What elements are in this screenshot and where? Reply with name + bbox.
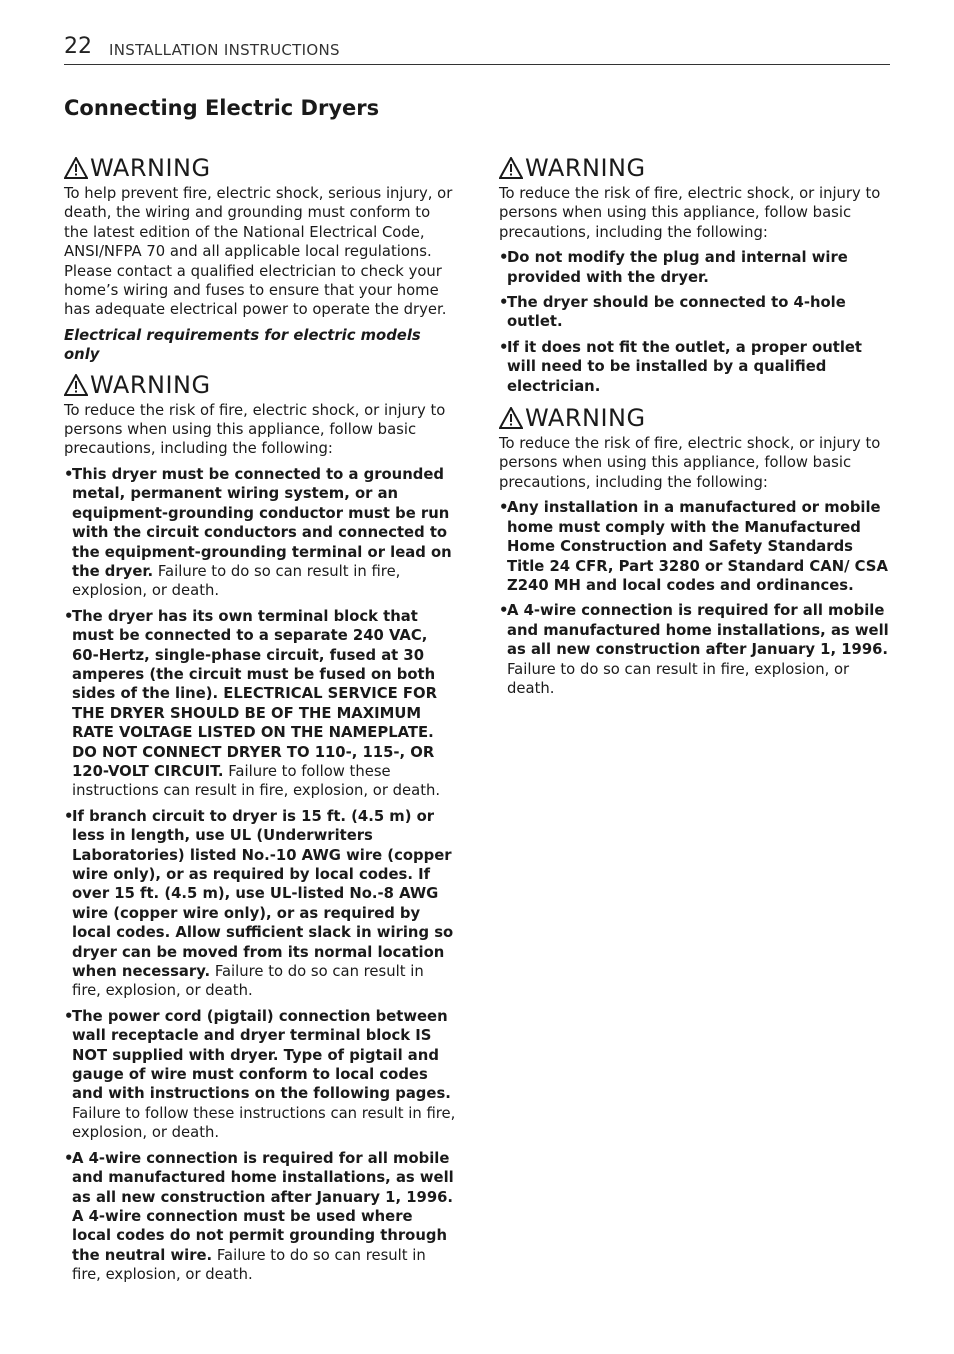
- bullet-text: Failure to do so can result in fire, explosion, or death.: [72, 562, 401, 600]
- list-item: [499, 338, 891, 396]
- section-title: Connecting Electric Dryers: [64, 96, 380, 120]
- warning-heading: [64, 369, 456, 401]
- warning-heading: [64, 152, 456, 184]
- warning-bullet-list: [499, 498, 891, 698]
- warning-label: WARNING: [90, 154, 211, 182]
- bullet-bold-text: Any installation in a manufactured or mobile home must comply with the Manufactured Home Construction and Safety Standards Title 24 CFR, Part 3280 or Standard CAN/ CSA Z240 MH and local codes and ordinances.: [507, 499, 888, 594]
- electrical-requirements-subheading: Electrical requirements for electric models only: [64, 326, 421, 364]
- bullet-text: Failure to do so can result in fire, explosion, or death.: [72, 1246, 426, 1284]
- page-header: [64, 34, 890, 65]
- bullet-icon: •: [64, 607, 74, 625]
- warning-heading: [499, 402, 891, 434]
- bullet-text: Failure to do so can result in fire, explosion, or death.: [72, 963, 424, 1000]
- bullet-text: Failure to follow these instructions can result in fire, explosion, or death.: [72, 1104, 456, 1142]
- bullet-bold-text: If branch circuit to dryer is 15 ft. (4.5 m) or less in length, use UL (Underwriters Laboratories) listed No.-10 AWG wire (copper wire only), or as required by local codes. If over 15 ft. (4.5 m), use UL-listed No.-8 AWG wire (copper wire only), or as required by local codes. Allow sufficient slack in wiring so dryer can be moved from its normal location when necessary.: [72, 807, 454, 981]
- list-item: [499, 498, 891, 595]
- bullet-bold-text: A 4-wire connection is required for all mobile and manufactured home installations, as well as all new construction after January 1, 1996. A 4-wire connection must be used where local codes do not permit grounding through the neutral wire.: [72, 1149, 454, 1264]
- warning-intro: To reduce the risk of fire, electric shock, or injury to persons when using this appliance, follow basic precautions, including the following:: [499, 435, 881, 491]
- list-item: [64, 807, 456, 1001]
- bullet-bold-text: If it does not fit the outlet, a proper outlet will need to be installed by a qualified electrician.: [507, 338, 863, 395]
- warning-bullet-list: [499, 248, 891, 396]
- bullet-bold-text: The dryer has its own terminal block that must be connected to a separate 240 VAC, 60-Hertz, single-phase circuit, fused at 30 amperes (the circuit must be fused on both sides of the line). ELECTRICAL SERVICE FOR THE DRYER SHOULD BE OF THE MAXIMUM RATE VOLTAGE LISTED ON THE NAMEPLATE. DO NOT CONNECT DRYER TO 110-, 115-, OR 120-VOLT CIRCUIT.: [72, 607, 437, 780]
- list-item: [499, 293, 891, 332]
- bullet-icon: •: [499, 499, 509, 517]
- warning-heading: [499, 152, 891, 184]
- warning-triangle-icon: [499, 407, 523, 429]
- warning-bullet-list: [64, 465, 456, 1285]
- warning-intro: To help prevent fire, electric shock, serious injury, or death, the wiring and grounding must conform to the latest edition of the National Electrical Code, ANSI/NFPA 70 and all applicable local regulations. Please contact a qualified electrician to check your home’s wiring and fuses to ensure that your home has adequate electrical power to operate the dryer.: [64, 185, 453, 319]
- left-column: [64, 152, 456, 1291]
- bullet-icon: •: [64, 1149, 74, 1167]
- bullet-icon: •: [499, 294, 509, 312]
- warning-triangle-icon: [499, 157, 523, 179]
- right-column: [499, 152, 891, 704]
- warning-intro: To reduce the risk of fire, electric shock, or injury to persons when using this appliance, follow basic precautions, including the following:: [499, 185, 881, 241]
- bullet-icon: •: [64, 465, 74, 483]
- warning-label: WARNING: [525, 404, 646, 433]
- list-item: [499, 601, 891, 698]
- warning-triangle-icon: [64, 374, 88, 396]
- list-item: [64, 607, 456, 801]
- bullet-bold-text: The power cord (pigtail) connection between wall receptacle and dryer terminal block IS NOT supplied with dryer. Type of pigtail and gauge of wire must conform to local codes and with instructions on the following pages.: [72, 1007, 451, 1103]
- list-item: [64, 1149, 456, 1285]
- bullet-text: Failure to follow these instructions can result in fire, explosion, or death.: [72, 762, 441, 800]
- list-item: [499, 248, 891, 287]
- bullet-bold-text: This dryer must be connected to a grounded metal, permanent wiring system, or an equipment-grounding conductor must be run with the circuit conductors and connected to the equipment-grounding terminal or lead on the dryer.: [72, 465, 452, 580]
- bullet-icon: •: [64, 807, 74, 825]
- warning-label: WARNING: [525, 154, 646, 182]
- bullet-bold-text: The dryer should be connected to 4-hole outlet.: [507, 294, 846, 331]
- page-number: 22: [64, 34, 92, 59]
- bullet-bold-text: Do not modify the plug and internal wire provided with the dryer.: [507, 249, 848, 286]
- bullet-icon: •: [499, 602, 509, 620]
- bullet-icon: •: [499, 249, 509, 267]
- bullet-icon: •: [499, 338, 509, 356]
- list-item: [64, 465, 456, 601]
- warning-triangle-icon: [64, 157, 88, 179]
- bullet-text: Failure to do so can result in fire, explosion, or death.: [507, 660, 850, 697]
- bullet-bold-text: A 4-wire connection is required for all mobile and manufactured home installations, as well as all new construction after January 1, 1996.: [507, 602, 889, 659]
- running-title: INSTALLATION INSTRUCTIONS: [109, 41, 340, 59]
- bullet-icon: •: [64, 1007, 74, 1025]
- warning-intro: To reduce the risk of fire, electric shock, or injury to persons when using this appliance, follow basic precautions, including the following:: [64, 401, 446, 458]
- list-item: [64, 1007, 456, 1143]
- warning-label: WARNING: [90, 370, 211, 399]
